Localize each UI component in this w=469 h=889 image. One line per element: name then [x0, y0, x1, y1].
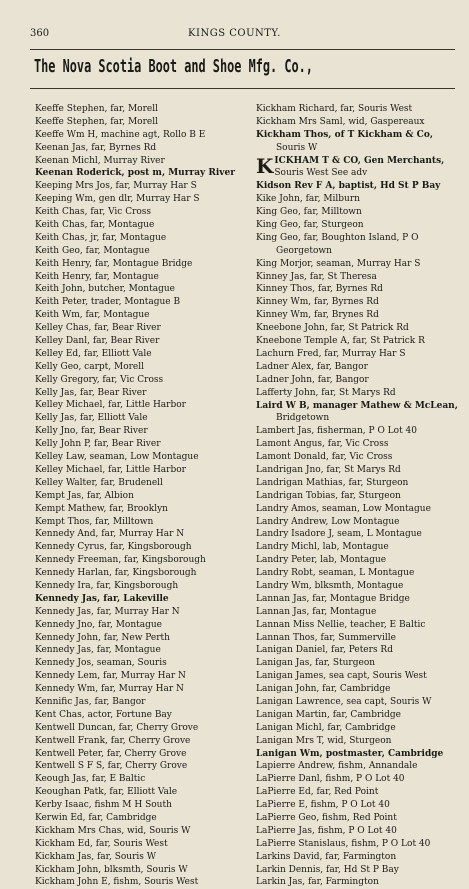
entry: Keith John, butcher, Montague: [35, 284, 175, 295]
entry: Kickham Mrs Saml, wid, Gaspereaux: [256, 116, 425, 127]
entry: Keough Jas, far, E Baltic: [35, 774, 146, 785]
entry: LaPierre E, fishm, P O Lot 40: [256, 800, 390, 811]
entry: Landry Michl, lab, Montague: [256, 542, 389, 553]
entry: Kennedy Harlan, far, Kingsborough: [35, 568, 197, 579]
entry: Lanigan James, sea capt, Souris West: [256, 671, 427, 682]
entry: Kelley Michael, far, Little Harbor: [35, 464, 186, 475]
entry: Kent Chas, actor, Fortune Bay: [35, 709, 172, 720]
entry: Lanigan Mrs T, wid, Sturgeon: [256, 735, 392, 746]
entry: Keith Chas, far, Vic Cross: [35, 207, 152, 218]
entry: Kelly Gregory, far, Vic Cross: [35, 374, 164, 385]
entry: Kennedy Cyrus, far, Kingsborough: [35, 542, 192, 553]
entry: Keith Chas, far, Montague: [35, 220, 155, 231]
entry-bold: Kennedy Jas, far, Lakeville: [35, 593, 169, 604]
entry: Lanigan Michl, far, Cambridge: [256, 722, 396, 733]
entry: Kinney Thos, far, Byrnes Rd: [256, 284, 383, 295]
entry: Lanigan John, far, Cambridge: [256, 684, 391, 695]
entry: LaPierre Stanislaus, fishm, P O Lot 40: [256, 838, 431, 849]
entry: Lamont Angus, far, Vic Cross: [256, 439, 389, 450]
entry: Lannan Thos, far, Summerville: [256, 632, 396, 643]
entry: Lannan Jas, far, Montague Bridge: [256, 593, 410, 604]
entry: Lanigan Daniel, far, Peters Rd: [256, 645, 393, 656]
entry: Keeping Mrs Jos, far, Murray Har S: [35, 181, 197, 192]
entry: Kempt Jas, far, Albion: [35, 490, 134, 501]
entry: Kinney Jas, far, St Theresa: [256, 271, 377, 282]
entry: LaPierre Danl, fishm, P O Lot 40: [256, 774, 405, 785]
entry: Lannan Jas, far, Montague: [256, 606, 377, 617]
entry: Kennedy Wm, far, Murray Har N: [35, 684, 184, 695]
entry: Landry Peter, lab, Montague: [256, 555, 387, 566]
entry: Kelley Michael, far, Little Harbor: [35, 400, 186, 411]
entry-bold: ICKHAM T & CO, Gen Merchants,: [274, 155, 445, 166]
entry: Landry Andrew, Low Montague: [256, 516, 400, 527]
entry: Kinney Wm, far, Byrnes Rd: [256, 297, 379, 308]
entry: Lafferty John, far, St Marys Rd: [256, 387, 396, 398]
entry: Kinney Wm, far, Brynes Rd: [256, 310, 379, 321]
entry: Keeping Wm, gen dlr, Murray Har S: [35, 194, 200, 205]
entry: LaPierre Geo, fishm, Red Point: [256, 813, 397, 823]
entry: LaPierre Ed, far, Red Point: [256, 787, 379, 798]
entry: Lanigan Martin, far, Cambridge: [256, 709, 402, 720]
entry: Larkins David, far, Farmington: [256, 851, 397, 862]
bottom-rule: [30, 88, 455, 89]
entry: Kelley Chas, far, Bear River: [35, 323, 161, 334]
entry: Kelly Jas, far, Elliott Vale: [35, 413, 148, 424]
business-entry: [256, 155, 466, 181]
entry: Lannan Miss Nellie, teacher, E Baltic: [256, 619, 426, 630]
entry: Kelley Danl, far, Bear River: [35, 336, 160, 347]
entry: King Morjor, seaman, Murray Har S: [256, 258, 421, 269]
entry: Lanigan Jas, far, Sturgeon: [256, 658, 376, 669]
entry: Kickham John, blksmth, Souris W: [35, 864, 188, 875]
entry: Kentwell Frank, far, Cherry Grove: [35, 735, 191, 746]
entry: Landrigan Jno, far, St Marys Rd: [256, 464, 401, 475]
entry: Ladner John, far, Bangor: [256, 374, 369, 385]
entry: Kentwell Duncan, far, Cherry Grove: [35, 722, 199, 733]
entry: Lambert Jas, fisherman, P O Lot 40: [256, 426, 418, 437]
entry: Kelley Law, seaman, Low Montague: [35, 452, 199, 463]
entry: Kelly John P, far, Bear River: [35, 439, 161, 450]
entry: Kennedy Lem, far, Murray Har N: [35, 671, 186, 682]
entry: Kennedy Jos, seaman, Souris: [35, 658, 167, 669]
entry: Kelley Walter, far, Brudenell: [35, 477, 163, 488]
entry: Larkin Jas, far, Farmington: [256, 877, 379, 888]
entry: Kike John, far, Milburn: [256, 194, 360, 205]
running-head: KINGS COUNTY.: [188, 28, 281, 39]
left-column: [35, 103, 245, 889]
entry: Lanigan Lawrence, sea capt, Souris W: [256, 696, 432, 707]
entry: Kennedy Jas, far, Murray Har N: [35, 606, 180, 617]
entry: Keith Henry, far, Montague Bridge: [35, 258, 193, 269]
entry: King Geo, far, Sturgeon: [256, 220, 364, 231]
entry: Kentwell S F S, far, Cherry Grove: [35, 761, 188, 772]
entry: Keith Wm, far, Montague: [35, 310, 150, 321]
drop-capital: K: [256, 153, 274, 178]
entry-bold: Keenan Roderick, post m, Murray River: [35, 168, 235, 179]
entry: Kickham Jas, far, Souris W: [35, 851, 156, 862]
entry: Kennedy Jno, far, Montague: [35, 619, 163, 630]
entry: Kelly Jas, far, Bear River: [35, 387, 147, 398]
entry: Kennific Jas, far, Bangor: [35, 696, 146, 707]
entry: Landry Isadore J, seam, L Montague: [256, 529, 422, 540]
entry: Keeffe Wm H, machine agt, Rollo B E: [35, 129, 206, 140]
entry-continuation: Georgetown: [276, 245, 332, 256]
entry: Keith Geo, far, Montague: [35, 245, 150, 256]
entry: Keeffe Stephen, far, Morell: [35, 104, 158, 114]
entry-bold: Kidson Rev F A, baptist, Hd St P Bay: [256, 181, 441, 192]
entry: Lachurn Fred, far, Murray Har S: [256, 348, 406, 359]
entry: Kennedy Jas, far, Montague: [35, 645, 161, 656]
entry: Lamont Donald, far, Vic Cross: [256, 452, 393, 463]
entry: Kentwell Peter, far, Cherry Grove: [35, 748, 187, 759]
entry: King Geo, far, Milltown: [256, 207, 362, 218]
entry: Kerwin Ed, far, Cambridge: [35, 812, 157, 823]
entry: Kickham John E, fishm, Souris West: [35, 877, 199, 888]
entry-bold: Lanigan Wm, postmaster, Cambridge: [256, 748, 444, 759]
entry: Kneebone John, far, St Patrick Rd: [256, 323, 409, 334]
entry-bold: Laird W B, manager Mathew & McLean,: [256, 400, 458, 411]
entry: Kempt Thos, far, Milltown: [35, 516, 154, 527]
entry: Kickham Richard, far, Souris West: [256, 104, 413, 114]
entry: Landry Robt, seaman, L Montague: [256, 568, 415, 579]
entry: King Geo, far, Boughton Island, P O: [256, 232, 419, 243]
top-rule: [30, 49, 455, 50]
entry: Kennedy And, far, Murray Har N: [35, 529, 185, 540]
advertising-banner: The Nova Scotia Boot and Shoe Mfg. Co.,: [34, 56, 313, 77]
entry: Kempt Mathew, far, Brooklyn: [35, 503, 168, 514]
entry-continuation: Souris West See adv: [274, 168, 368, 179]
entry: Kennedy Freeman, far, Kingsborough: [35, 555, 206, 566]
entry: Kneebone Temple A, far, St Patrick R: [256, 336, 425, 347]
entry: Kelly Jno, far, Bear River: [35, 426, 148, 437]
entry: Keoughan Patk, far, Elliott Vale: [35, 787, 178, 798]
entry-continuation: Souris W: [276, 142, 318, 153]
entry: Kickham Ed, far, Souris West: [35, 838, 168, 849]
entry: Lapierre Andrew, fishm, Annandale: [256, 761, 418, 772]
entry: LaPierre Jas, fishm, P O Lot 40: [256, 825, 397, 836]
entry: Landrigan Mathias, far, Sturgeon: [256, 477, 409, 488]
entry: Keith Peter, trader, Montague B: [35, 297, 181, 308]
page-number: 360: [30, 28, 50, 39]
right-column: [256, 103, 466, 889]
entry: Keith Henry, far, Montague: [35, 271, 159, 282]
entry: Keenan Michl, Murray River: [35, 155, 165, 166]
entry: Kelly Geo, carpt, Morell: [35, 361, 144, 372]
entry: Kelley Ed, far, Elliott Vale: [35, 348, 152, 359]
entry: Keith Chas, jr, far, Montague: [35, 232, 167, 243]
entry: Keenan Jas, far, Byrnes Rd: [35, 142, 157, 153]
entry: Kickham Mrs Chas, wid, Souris W: [35, 825, 191, 836]
entry: Kerby Isaac, fishm M H South: [35, 800, 172, 811]
entry: Kennedy Ira, far, Kingsborough: [35, 580, 179, 591]
entry-bold: Kickham Thos, of T Kickham & Co,: [256, 129, 433, 140]
entry: Kennedy John, far, New Perth: [35, 632, 170, 643]
entry: Ladner Alex, far, Bangor: [256, 361, 368, 372]
entry: Larkin Dennis, far, Hd St P Bay: [256, 864, 399, 875]
entry: Landry Wm, blksmth, Montague: [256, 580, 404, 591]
entry: Keeffe Stephen, far, Morell: [35, 116, 158, 127]
entry: Landrigan Tobias, far, Sturgeon: [256, 490, 401, 501]
entry-continuation: Bridgetown: [276, 413, 330, 424]
entry: Landry Amos, seaman, Low Montague: [256, 503, 431, 514]
